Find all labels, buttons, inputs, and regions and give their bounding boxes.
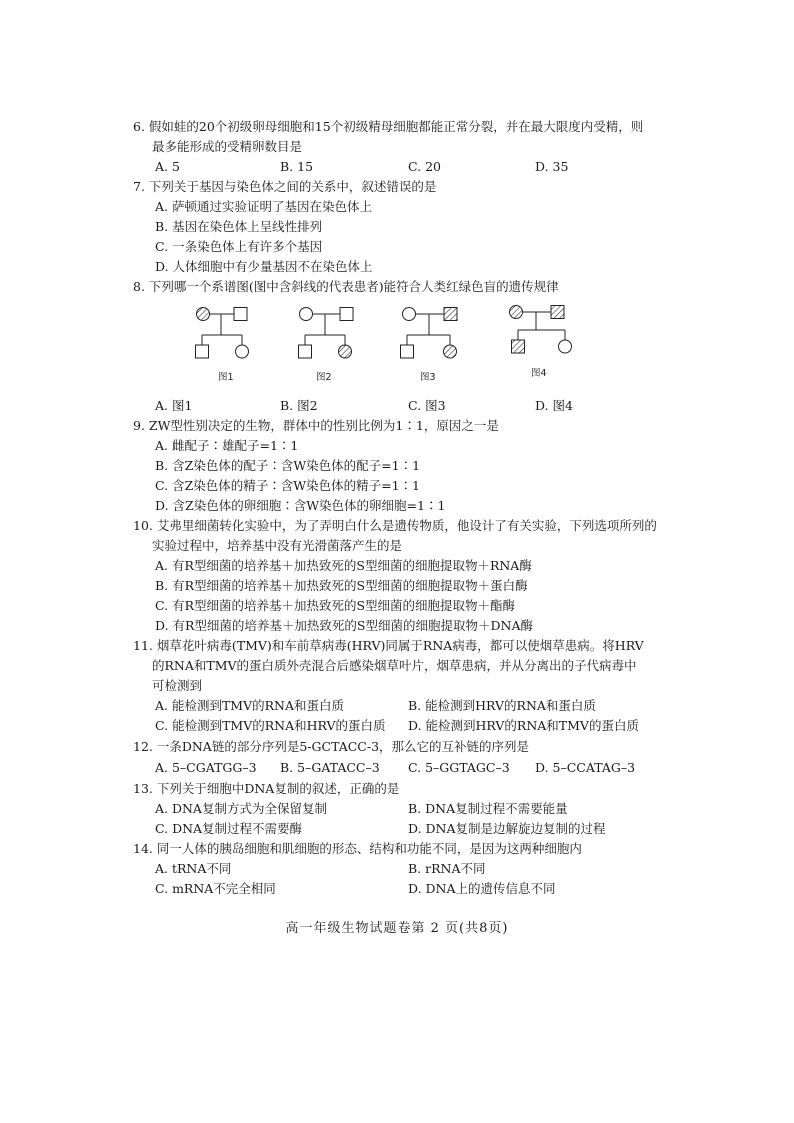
q13-option-d: D. DNA复制是边解旋边复制的过程 xyxy=(408,821,606,836)
pedigree-figures xyxy=(185,302,605,392)
q8-option-c: C. 图3 xyxy=(408,398,446,413)
q11-stem-line2: 的RNA和TMV的蛋白质外壳混合后感染烟草叶片，烟草患病，并从分离出的子代病毒中 xyxy=(152,658,637,673)
q7-option-b: B. 基因在染色体上呈线性排列 xyxy=(155,219,323,234)
figure-label-3: 图3 xyxy=(420,372,436,383)
q9-option-c: C. 含Z染色体的精子∶含W染色体的精子=1∶1 xyxy=(155,478,420,493)
q10-stem-line1: 10. 艾弗里细菌转化实验中，为了弄明白什么是遗传物质，他设计了有关实验，下列选项所列的 xyxy=(133,518,657,533)
q10-option-a: A. 有R型细菌的培养基＋加热致死的S型细菌的细胞提取物＋RNA酶 xyxy=(155,558,532,573)
q11-option-d: D. 能检测到HRV的RNA和TMV的蛋白质 xyxy=(408,718,639,733)
q14-option-d: D. DNA上的遗传信息不同 xyxy=(408,881,556,896)
q7-option-a: A. 萨顿通过实验证明了基因在染色体上 xyxy=(155,199,372,214)
q12-option-d: D. 5–CCATAG–3 xyxy=(535,760,636,775)
q6-option-b: B. 15 xyxy=(280,159,314,174)
q8-option-b: B. 图2 xyxy=(280,398,318,413)
q10-option-d: D. 有R型细菌的培养基＋加热致死的S型细菌的细胞提取物＋DNA酶 xyxy=(155,618,533,633)
q13-option-c: C. DNA复制过程不需要酶 xyxy=(155,821,303,836)
q6-stem-line2: 最多能形成的受精卵数目是 xyxy=(152,139,303,154)
pedigree-figure-3 xyxy=(401,308,458,359)
q14-option-b: B. rRNA不同 xyxy=(408,861,486,876)
q12-option-a: A. 5–CGATGG–3 xyxy=(155,760,257,775)
q6-option-c: C. 20 xyxy=(408,159,441,174)
q14-option-c: C. mRNA不完全相同 xyxy=(155,881,276,896)
q8-stem: 8. 下列哪一个系谱图(图中含斜线的代表患者)能符合人类红绿色盲的遗传规律 xyxy=(133,279,559,294)
q13-option-b: B. DNA复制过程不需要能量 xyxy=(408,801,568,816)
figure-label-1: 图1 xyxy=(218,372,234,383)
q7-option-c: C. 一条染色体上有许多个基因 xyxy=(155,239,323,254)
q9-option-d: D. 含Z染色体的卵细胞∶含W染色体的卵细胞=1∶1 xyxy=(155,498,446,513)
q8-option-d: D. 图4 xyxy=(535,398,573,413)
q6-option-d: D. 35 xyxy=(535,159,569,174)
q11-stem-line1: 11. 烟草花叶病毒(TMV)和车前草病毒(HRV)同属于RNA病毒，都可以使烟草患病。将HRV xyxy=(133,638,644,653)
q11-option-a: A. 能检测到TMV的RNA和蛋白质 xyxy=(155,698,345,713)
q8-option-a: A. 图1 xyxy=(155,398,193,413)
q9-option-a: A. 雌配子∶雄配子=1∶1 xyxy=(155,438,299,453)
q9-option-b: B. 含Z染色体的配子∶含W染色体的配子=1∶1 xyxy=(155,458,421,473)
q10-option-c: C. 有R型细菌的培养基＋加热致死的S型细菌的细胞提取物＋酯酶 xyxy=(155,598,516,613)
pedigree-figure-4 xyxy=(510,306,572,354)
q11-stem-line3: 可检测到 xyxy=(152,678,203,693)
q13-option-a: A. DNA复制方式为全保留复制 xyxy=(155,801,327,816)
q12-option-b: B. 5–GATACC–3 xyxy=(280,760,380,775)
figure-label-2: 图2 xyxy=(316,372,332,383)
q14-option-a: A. tRNA不同 xyxy=(155,861,232,876)
q10-stem-line2: 实验过程中，培养基中没有光滑菌落产生的是 xyxy=(152,538,403,553)
q9-stem: 9. ZW型性别决定的生物，群体中的性别比例为1∶1，原因之一是 xyxy=(133,418,499,433)
q11-option-b: B. 能检测到HRV的RNA和蛋白质 xyxy=(408,698,596,713)
q14-stem: 14. 同一人体的胰岛细胞和肌细胞的形态、结构和功能不同，是因为这两种细胞内 xyxy=(133,841,582,856)
q13-stem: 13. 下列关于细胞中DNA复制的叙述，正确的是 xyxy=(133,781,400,796)
q7-stem: 7. 下列关于基因与染色体之间的关系中，叙述错误的是 xyxy=(133,179,437,194)
q10-option-b: B. 有R型细菌的培养基＋加热致死的S型细菌的细胞提取物＋蛋白酶 xyxy=(155,578,528,593)
pedigree-figure-1 xyxy=(196,308,249,359)
q11-option-c: C. 能检测到TMV的RNA和HRV的蛋白质 xyxy=(155,718,386,733)
q6-option-a: A. 5 xyxy=(155,159,180,174)
q6-stem-line1: 6. 假如蛙的20个初级卵母细胞和15个初级精母细胞都能正常分裂，并在最大限度内受精，则 xyxy=(133,119,644,134)
q7-option-d: D. 人体细胞中有少量基因不在染色体上 xyxy=(155,259,373,274)
pedigree-figure-2 xyxy=(299,308,354,359)
page-footer: 高一年级生物试题卷第 2 页(共8页) xyxy=(285,921,509,936)
q12-stem: 12. 一条DNA链的部分序列是5-GCTACC-3，那么它的互补链的序列是 xyxy=(133,739,530,754)
figure-label-4: 图4 xyxy=(531,368,547,379)
q12-option-c: C. 5–GGTAGC–3 xyxy=(408,760,510,775)
